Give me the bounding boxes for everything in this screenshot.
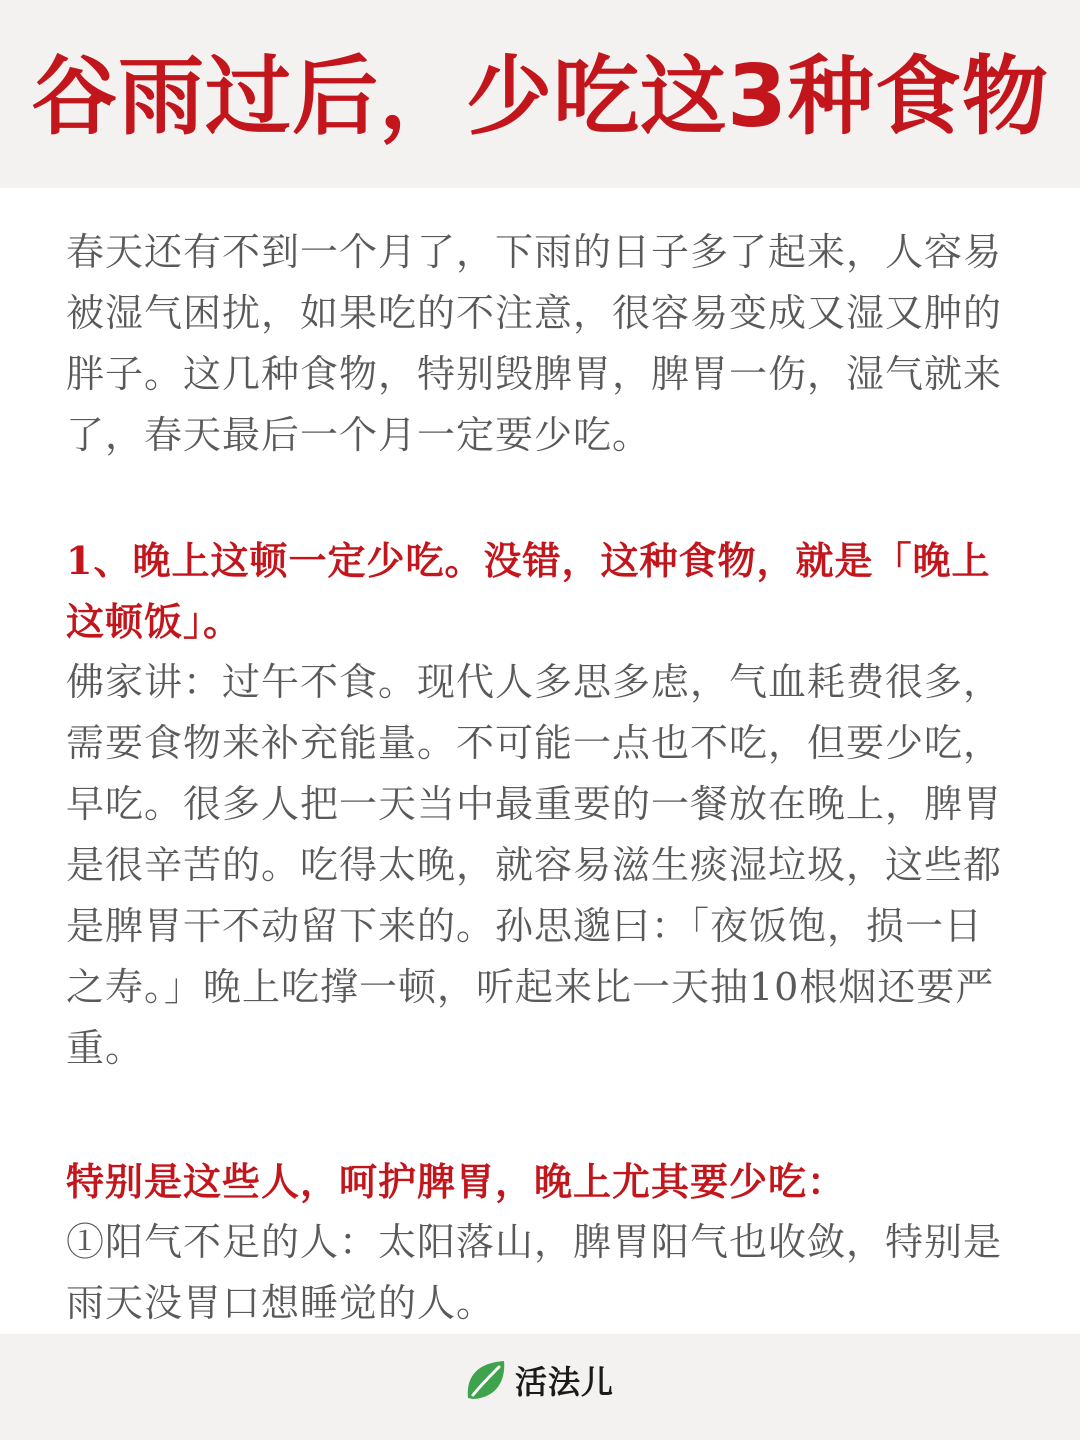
page-title: 谷雨过后，少吃这3种食物 (31, 47, 1049, 147)
section-2-heading: 特别是这些人，呵护脾胃，晚上尤其要少吃： (66, 1159, 847, 1204)
brand-name: 活法儿 (515, 1363, 615, 1401)
leaf-icon (463, 1357, 509, 1403)
intro-paragraph: 春天还有不到一个月了，下雨的日子多了起来，人容易被湿气困扰，如果吃的不注意，很容易变成又湿又肿的胖子。这几种食物，特别毁脾胃，脾胃一伤，湿气就来了，春天最后一个月一定要少吃。 (66, 230, 1003, 457)
spacer (66, 466, 1014, 530)
spacer (66, 1079, 1014, 1151)
section-2-item-1: ①阳气不足的人：太阳落山，脾胃阳气也收敛，特别是雨天没胃口想睡觉的人。 (66, 1220, 1003, 1325)
article-body (66, 222, 1014, 1334)
brand-logo (463, 1356, 614, 1404)
section-1-heading: 1、晚上这顿一定少吃。没错，这种食物，就是「晚上这顿饭」。 (66, 538, 991, 644)
footer-band (0, 1334, 1080, 1440)
header-band (0, 0, 1080, 188)
section-1-body: 佛家讲：过午不食。现代人多思多虑，气血耗费很多，需要食物来补充能量。不可能一点也不吃，但要少吃，早吃。很多人把一天当中最重要的一餐放在晚上，脾胃是很辛苦的。吃得太晚，就容易滋生痰湿垃圾，这些都是脾胃干不动留下来的。孙思邈曰：「夜饭饱，损一日之寿。」晚上吃撑一顿，听起来比一天抽10根烟还要严重。 (66, 660, 1003, 1070)
